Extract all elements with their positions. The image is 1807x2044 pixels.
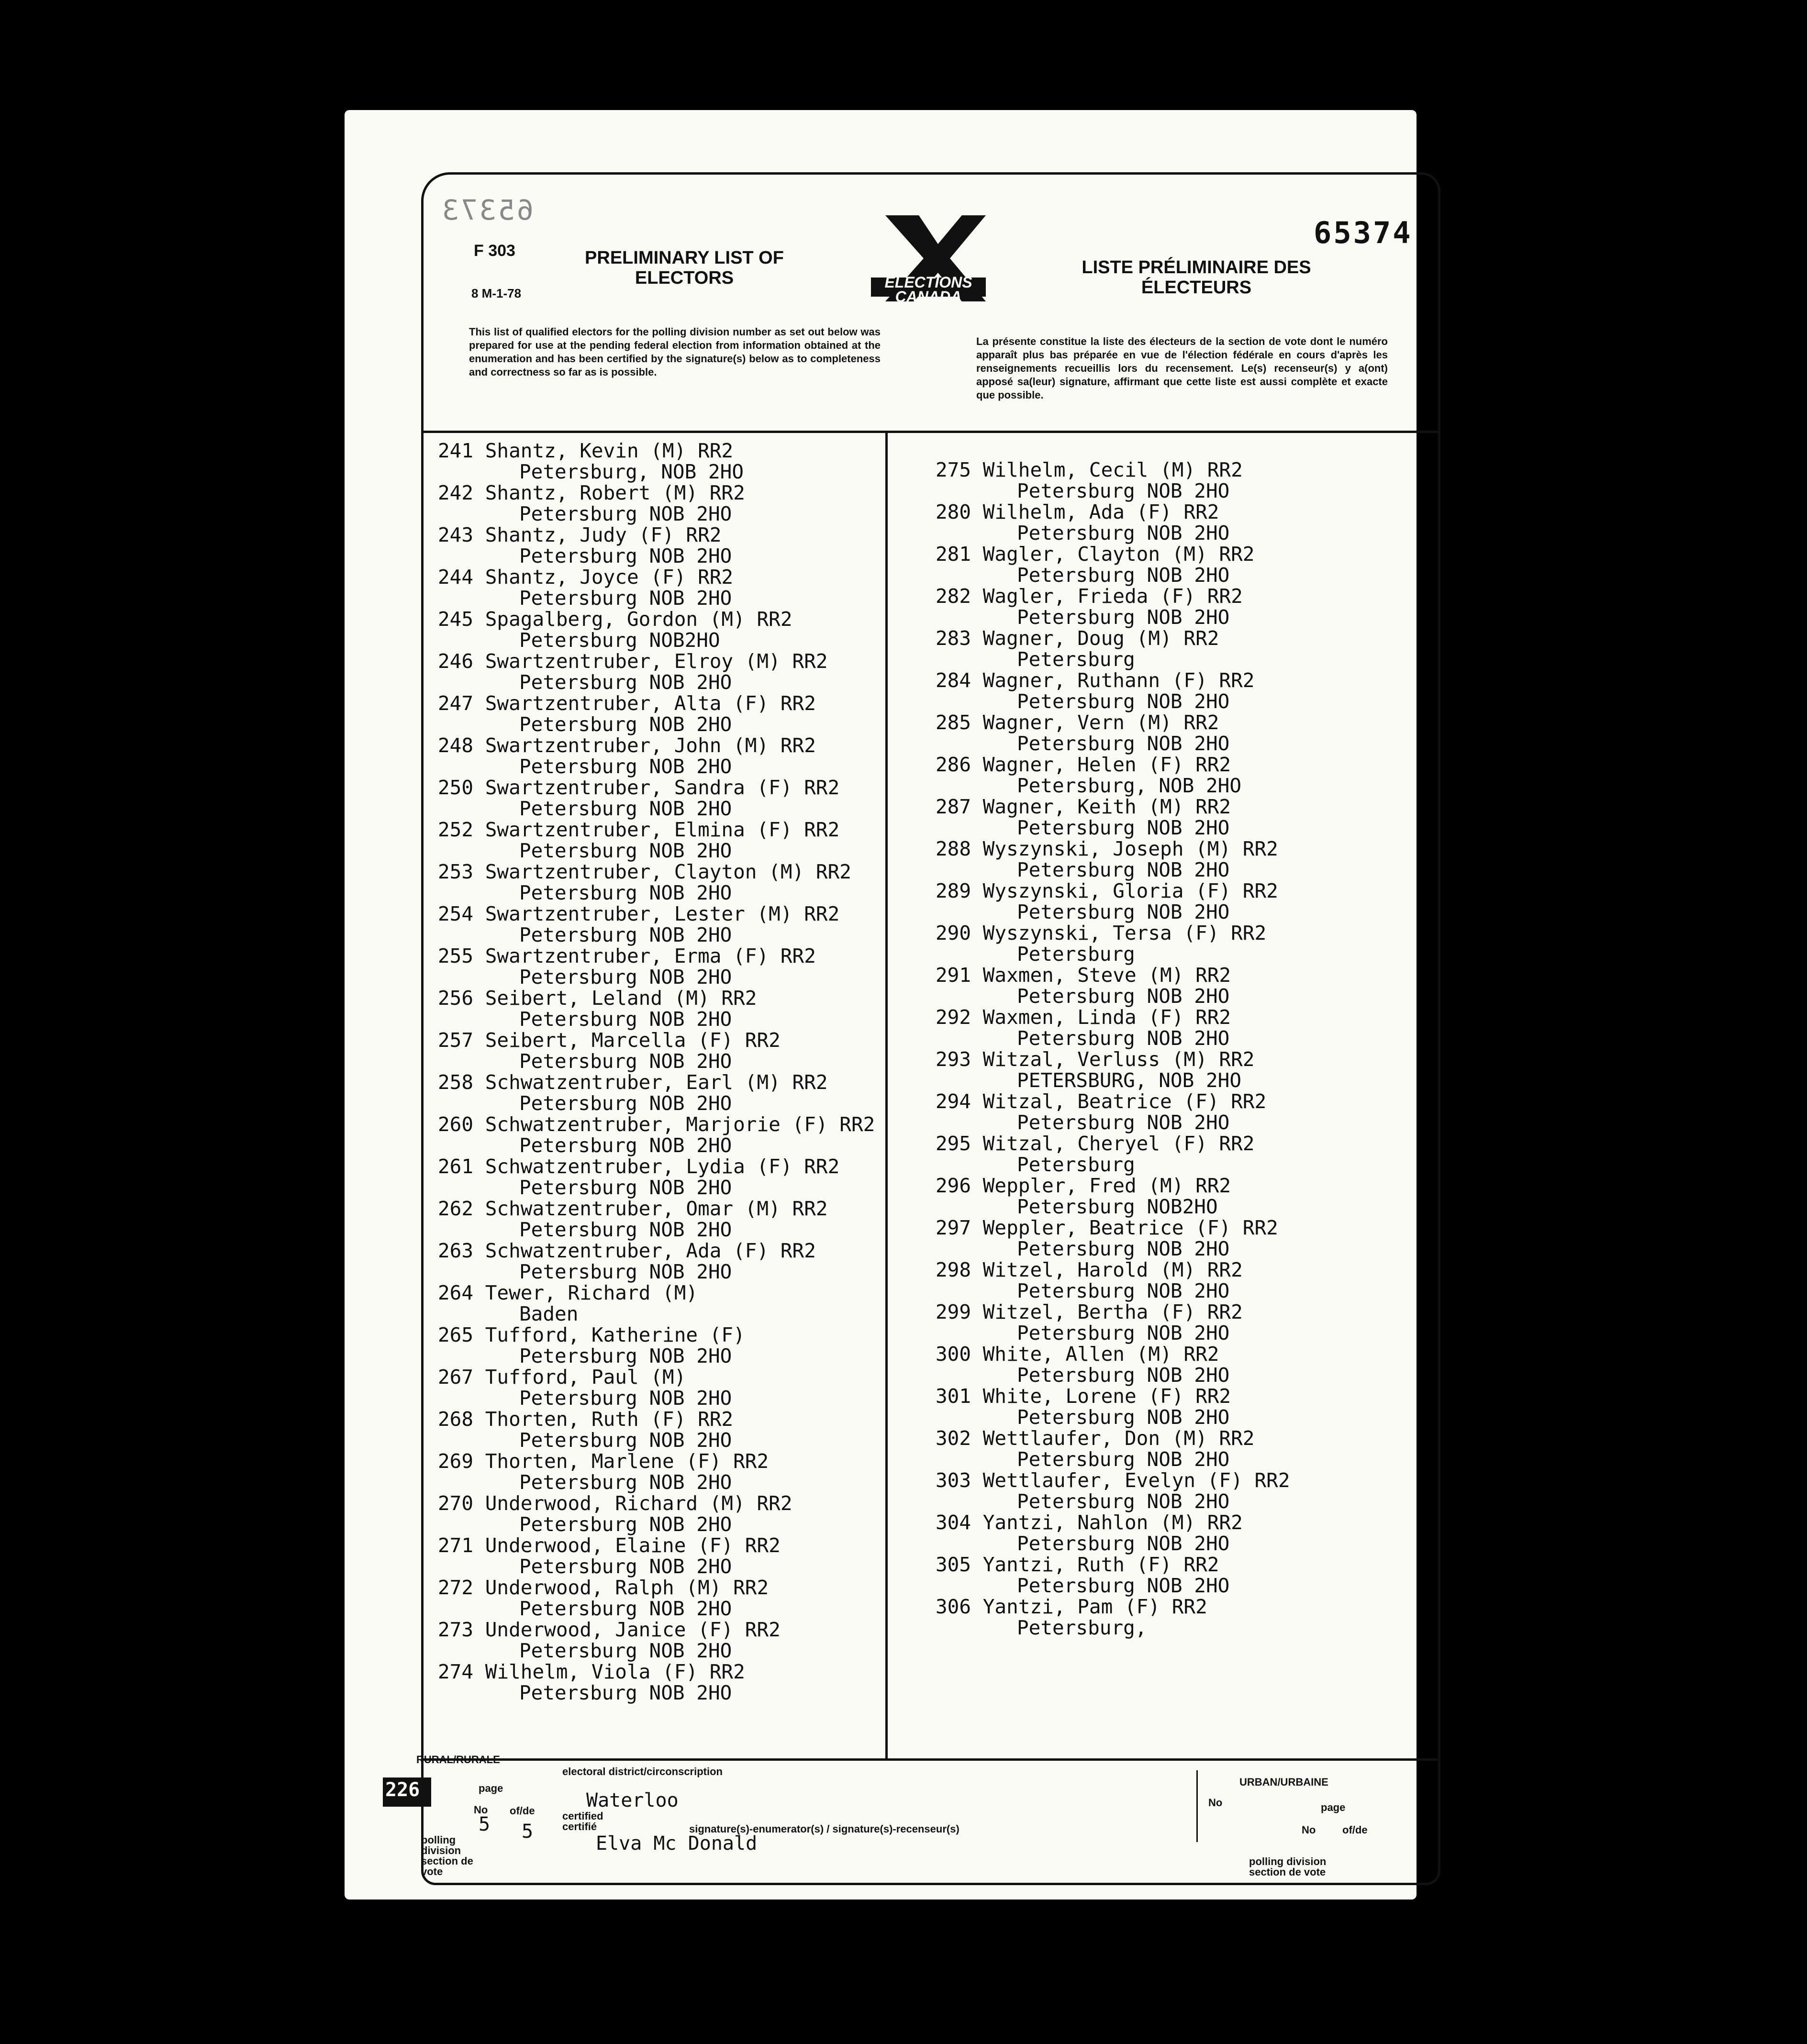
- elector-number: 296: [936, 1174, 971, 1197]
- elector-number: 299: [936, 1300, 971, 1323]
- elector-name: Swartzentruber, Erma (F) RR2: [485, 944, 816, 967]
- elector-address: Petersburg NOB2HO: [519, 629, 720, 652]
- elector-address: Petersburg NOB 2HO: [1017, 985, 1230, 1008]
- elector-address: Petersburg NOB 2HO: [1017, 858, 1230, 881]
- elector-number: 281: [936, 543, 971, 566]
- rural-label: RURAL/RURALE: [416, 1754, 500, 1766]
- elector-number: 293: [936, 1048, 971, 1071]
- elector-number: 265: [438, 1323, 474, 1346]
- elector-number: 275: [936, 458, 971, 481]
- elector-number: 253: [438, 860, 474, 883]
- elector-entry: [438, 1409, 878, 1451]
- elector-name: Wettlaufer, Evelyn (F) RR2: [982, 1469, 1290, 1492]
- footer-divider: [424, 1758, 1438, 1761]
- elector-name: Wilhelm, Cecil (M) RR2: [982, 458, 1243, 481]
- elector-name: Weppler, Fred (M) RR2: [982, 1174, 1231, 1197]
- elector-name: Swartzentruber, Lester (M) RR2: [485, 902, 840, 925]
- elector-number: 273: [438, 1618, 474, 1641]
- elector-address: Petersburg NOB 2HO: [519, 1639, 732, 1662]
- elector-entry: [936, 1217, 1414, 1259]
- elector-entry: [438, 1156, 878, 1198]
- elector-name: Yantzi, Nahlon (M) RR2: [982, 1511, 1243, 1534]
- elector-address: Petersburg NOB 2HO: [519, 797, 732, 820]
- elector-name: Underwood, Janice (F) RR2: [485, 1618, 781, 1641]
- elector-number: 284: [936, 669, 971, 692]
- elector-entry: [438, 777, 878, 819]
- elector-entry: [438, 693, 878, 735]
- page-number: 5: [479, 1813, 491, 1835]
- elector-number: 291: [936, 964, 971, 987]
- elector-name: Schwatzentruber, Earl (M) RR2: [485, 1071, 828, 1094]
- elector-address: Petersburg NOB 2HO: [519, 839, 732, 862]
- elector-entry: [438, 903, 878, 945]
- elector-address: Petersburg NOB 2HO: [1017, 1027, 1230, 1050]
- electors-right-column: [936, 459, 1414, 1638]
- elector-address: Petersburg NOB 2HO: [1017, 1574, 1230, 1597]
- elector-address: Petersburg NOB 2HO: [1017, 900, 1230, 923]
- elector-address: Petersburg, NOB 2HO: [1017, 774, 1241, 797]
- elector-entry: [936, 838, 1414, 880]
- elector-address: Petersburg NOB 2HO: [519, 923, 732, 946]
- elector-name: Wilhelm, Viola (F) RR2: [485, 1660, 745, 1683]
- elector-name: Seibert, Leland (M) RR2: [485, 987, 757, 1010]
- elector-name: Tufford, Katherine (F): [485, 1323, 745, 1346]
- elector-entry: [438, 988, 878, 1030]
- elector-name: White, Lorene (F) RR2: [982, 1385, 1231, 1408]
- elector-name: Witzal, Verluss (M) RR2: [982, 1048, 1255, 1071]
- elector-number: 288: [936, 837, 971, 860]
- elector-number: 246: [438, 650, 474, 673]
- elector-number: 243: [438, 523, 474, 546]
- elector-entry: [438, 735, 878, 777]
- elector-number: 248: [438, 734, 474, 757]
- elector-entry: [936, 1091, 1414, 1133]
- elector-number: 283: [936, 627, 971, 650]
- logo-text: ELECTIONS CANADA: [884, 274, 972, 305]
- header-divider: [424, 431, 1438, 433]
- elector-address: Petersburg NOB 2HO: [519, 881, 732, 904]
- elector-number: 257: [438, 1029, 474, 1052]
- elector-address: Petersburg NOB 2HO: [519, 1218, 732, 1241]
- elector-address: Petersburg NOB 2HO: [1017, 732, 1230, 755]
- elector-address: Petersburg: [1017, 943, 1135, 966]
- title-french: LISTE PRÉLIMINAIRE DES ÉLECTEURS: [1082, 257, 1311, 298]
- elector-address: Petersburg NOB 2HO: [519, 1471, 732, 1494]
- elector-entry: [438, 1619, 878, 1661]
- elector-name: Wagner, Vern (M) RR2: [982, 711, 1219, 734]
- elector-name: Wyszynski, Joseph (M) RR2: [982, 837, 1278, 860]
- serial-number: 65374: [1314, 215, 1413, 250]
- elector-name: White, Allen (M) RR2: [982, 1343, 1219, 1366]
- signature-label: signature(s)-enumerator(s) / signature(s)-recenseur(s): [689, 1823, 959, 1835]
- elector-number: 285: [936, 711, 971, 734]
- elector-number: 301: [936, 1385, 971, 1408]
- elector-entry: [936, 1512, 1414, 1554]
- urban-box-left-rule: [1196, 1770, 1198, 1842]
- elector-entry: [438, 1535, 878, 1577]
- elector-name: Seibert, Marcella (F) RR2: [485, 1029, 781, 1052]
- elector-name: Shantz, Robert (M) RR2: [485, 481, 745, 504]
- elector-entry: [936, 1007, 1414, 1049]
- elector-address: PETERSBURG, NOB 2HO: [1017, 1069, 1241, 1092]
- elector-address: Petersburg NOB 2HO: [1017, 606, 1230, 629]
- elector-address: Petersburg NOB 2HO: [519, 713, 732, 736]
- elector-name: Wyszynski, Gloria (F) RR2: [982, 879, 1278, 902]
- elector-number: 244: [438, 566, 474, 589]
- elector-address: Petersburg NOB 2HO: [519, 671, 732, 694]
- polling-division-label: polling division section de vote: [421, 1834, 473, 1877]
- elector-address: Petersburg NOB 2HO: [519, 1134, 732, 1157]
- elector-address: Petersburg NOB 2HO: [519, 1681, 732, 1704]
- elector-address: Petersburg NOB 2HO: [1017, 816, 1230, 839]
- elector-number: 267: [438, 1366, 474, 1389]
- elector-number: 258: [438, 1071, 474, 1094]
- elector-number: 263: [438, 1239, 474, 1262]
- elector-address: Petersburg NOB 2HO: [519, 1176, 732, 1199]
- elector-entry: [936, 1133, 1414, 1175]
- elector-name: Shantz, Joyce (F) RR2: [485, 566, 734, 589]
- division-number: 226: [385, 1779, 420, 1801]
- elector-entry: [936, 1554, 1414, 1596]
- elector-entry: [438, 1030, 878, 1072]
- elector-number: 268: [438, 1408, 474, 1431]
- elector-entry: [936, 796, 1414, 838]
- elector-entry: [936, 922, 1414, 965]
- elector-entry: [438, 440, 878, 482]
- elector-entry: [438, 524, 878, 567]
- elector-address: Petersburg NOB 2HO: [1017, 1448, 1230, 1471]
- elector-address: Petersburg NOB 2HO: [1017, 1279, 1230, 1302]
- elector-entry: [438, 1072, 878, 1114]
- elector-address: Petersburg, NOB 2HO: [519, 460, 744, 483]
- elector-number: 242: [438, 481, 474, 504]
- elector-entry: [438, 861, 878, 903]
- elector-name: Tewer, Richard (M): [485, 1281, 698, 1304]
- elector-entry: [936, 1428, 1414, 1470]
- elector-number: 254: [438, 902, 474, 925]
- elector-address: Petersburg NOB 2HO: [1017, 1364, 1230, 1387]
- elector-entry: [438, 651, 878, 693]
- elector-number: 304: [936, 1511, 971, 1534]
- elector-name: Wagler, Clayton (M) RR2: [982, 543, 1255, 566]
- page-of-label: of/de: [510, 1805, 535, 1817]
- electoral-district: Waterloo: [586, 1789, 679, 1811]
- elector-address: Petersburg NOB 2HO: [519, 966, 732, 989]
- elector-name: Wagler, Frieda (F) RR2: [982, 585, 1243, 608]
- enumerator-signature: Elva Mc Donald: [596, 1833, 758, 1855]
- elector-entry: [936, 712, 1414, 754]
- electors-left-column: [438, 440, 878, 1703]
- elector-number: 295: [936, 1132, 971, 1155]
- elector-address: Petersburg NOB 2HO: [1017, 564, 1230, 587]
- elector-name: Underwood, Richard (M) RR2: [485, 1492, 792, 1515]
- title-english: PRELIMINARY LIST OF ELECTORS: [585, 248, 784, 288]
- elector-number: 287: [936, 795, 971, 818]
- elector-name: Witzel, Bertha (F) RR2: [982, 1300, 1243, 1323]
- elector-name: Underwood, Elaine (F) RR2: [485, 1534, 781, 1557]
- elector-name: Schwatzentruber, Marjorie (F) RR2: [485, 1113, 875, 1136]
- elector-entry: [936, 1386, 1414, 1428]
- elector-number: 252: [438, 818, 474, 841]
- elector-address: Petersburg,: [1017, 1616, 1147, 1639]
- elector-address: Petersburg NOB 2HO: [519, 1008, 732, 1031]
- elector-address: Petersburg NOB2HO: [1017, 1195, 1218, 1218]
- elector-entry: [438, 1114, 878, 1156]
- elector-name: Schwatzentruber, Ada (F) RR2: [485, 1239, 816, 1262]
- elector-number: 262: [438, 1197, 474, 1220]
- elector-name: Swartzentruber, Elroy (M) RR2: [485, 650, 828, 673]
- elector-address: Petersburg NOB 2HO: [519, 1260, 732, 1283]
- elector-number: 270: [438, 1492, 474, 1515]
- elector-name: Wagner, Doug (M) RR2: [982, 627, 1219, 650]
- elector-entry: [936, 1049, 1414, 1091]
- elector-entry: [438, 945, 878, 988]
- elector-number: 241: [438, 439, 474, 462]
- urban-page-no-label: No: [1302, 1824, 1316, 1836]
- intro-text-english: This list of qualified electors for the polling division number as set out below was prepared for use at the pending federal election from information obtained at the enumeration and has been certified by the signature(s) below as to completeness and correctness so far as is possible.: [469, 326, 881, 378]
- elector-address: Petersburg NOB 2HO: [1017, 479, 1230, 502]
- page-total: 5: [522, 1821, 534, 1843]
- elector-entry: [936, 1344, 1414, 1386]
- elector-number: 274: [438, 1660, 474, 1683]
- elector-number: 297: [936, 1216, 971, 1239]
- elector-name: Witzel, Harold (M) RR2: [982, 1258, 1243, 1281]
- elector-number: 292: [936, 1006, 971, 1029]
- elector-number: 306: [936, 1595, 971, 1618]
- elector-entry: [438, 1493, 878, 1535]
- elector-entry: [438, 1661, 878, 1703]
- elector-entry: [438, 1324, 878, 1366]
- elector-address: Petersburg NOB 2HO: [1017, 1322, 1230, 1344]
- elector-entry: [936, 754, 1414, 796]
- elector-name: Wagner, Keith (M) RR2: [982, 795, 1231, 818]
- elector-entry: [936, 501, 1414, 544]
- elector-number: 269: [438, 1450, 474, 1473]
- elector-entry: [936, 628, 1414, 670]
- elector-entry: [438, 1198, 878, 1240]
- intro-text-french: La présente constitue la liste des électeurs de la section de vote dont le numéro apparaît plus bas préparée en vue de l'élection fédérale en cours d'après les renseignements recueillis lors du recensement. Le(s) recenseur(s) y a(ont) apposé sa(leur) signature, affirmant que cette liste est aussi complète et exacte que possible.: [976, 335, 1388, 401]
- elector-name: Spagalberg, Gordon (M) RR2: [485, 608, 792, 631]
- form-date: 8 M-1-78: [471, 286, 522, 300]
- elector-entry: [936, 1596, 1414, 1638]
- elector-address: Petersburg NOB 2HO: [519, 1092, 732, 1115]
- elector-address: Baden: [519, 1302, 579, 1325]
- elector-number: 255: [438, 944, 474, 967]
- elector-name: Wettlaufer, Don (M) RR2: [982, 1427, 1255, 1450]
- district-label: electoral district/circonscription: [562, 1766, 723, 1777]
- elector-address: Petersburg NOB 2HO: [1017, 1490, 1230, 1513]
- elector-number: 294: [936, 1090, 971, 1113]
- elector-name: Witzal, Beatrice (F) RR2: [982, 1090, 1267, 1113]
- elector-address: Petersburg NOB 2HO: [1017, 522, 1230, 544]
- elector-name: Shantz, Kevin (M) RR2: [485, 439, 734, 462]
- elector-entry: [438, 1282, 878, 1324]
- elector-number: 261: [438, 1155, 474, 1178]
- elector-name: Shantz, Judy (F) RR2: [485, 523, 722, 546]
- elector-name: Yantzi, Ruth (F) RR2: [982, 1553, 1219, 1576]
- elector-name: Thorten, Ruth (F) RR2: [485, 1408, 734, 1431]
- elector-name: Wyszynski, Tersa (F) RR2: [982, 922, 1267, 944]
- elector-number: 305: [936, 1553, 971, 1576]
- elector-number: 282: [936, 585, 971, 608]
- elector-number: 303: [936, 1469, 971, 1492]
- elector-address: Petersburg NOB 2HO: [519, 502, 732, 525]
- elector-name: Wagner, Helen (F) RR2: [982, 753, 1231, 776]
- elector-entry: [936, 1175, 1414, 1217]
- elector-number: 245: [438, 608, 474, 631]
- elector-number: 286: [936, 753, 971, 776]
- elector-number: 264: [438, 1281, 474, 1304]
- elector-entry: [936, 1301, 1414, 1344]
- elector-entry: [438, 1240, 878, 1282]
- form-number: F 303: [474, 242, 515, 260]
- elector-entry: [438, 609, 878, 651]
- urban-of-label: of/de: [1342, 1824, 1368, 1836]
- urban-no-label: No: [1208, 1797, 1223, 1809]
- elector-name: Weppler, Beatrice (F) RR2: [982, 1216, 1278, 1239]
- elector-address: Petersburg NOB 2HO: [1017, 1532, 1230, 1555]
- elector-address: Petersburg NOB 2HO: [519, 1555, 732, 1578]
- elector-name: Wilhelm, Ada (F) RR2: [982, 500, 1219, 523]
- elector-address: Petersburg: [1017, 648, 1135, 671]
- column-divider: [885, 433, 888, 1758]
- elector-address: Petersburg NOB 2HO: [1017, 1406, 1230, 1429]
- elector-address: Petersburg NOB 2HO: [1017, 1237, 1230, 1260]
- elector-name: Swartzentruber, Alta (F) RR2: [485, 692, 816, 715]
- elector-entry: [438, 1577, 878, 1619]
- urban-page-label: page: [1321, 1801, 1346, 1813]
- elector-address: Petersburg NOB 2HO: [519, 1513, 732, 1536]
- elector-entry: [936, 1259, 1414, 1301]
- elector-name: Swartzentruber, Elmina (F) RR2: [485, 818, 840, 841]
- elector-entry: [936, 965, 1414, 1007]
- elector-number: 250: [438, 776, 474, 799]
- page-label: page: [479, 1782, 503, 1794]
- elector-address: Petersburg NOB 2HO: [1017, 690, 1230, 713]
- elector-address: Petersburg NOB 2HO: [519, 544, 732, 567]
- elector-address: Petersburg NOB 2HO: [519, 1429, 732, 1452]
- elector-address: Petersburg NOB 2HO: [1017, 1111, 1230, 1134]
- elector-entry: [438, 567, 878, 609]
- elector-entry: [936, 670, 1414, 712]
- elector-entry: [936, 880, 1414, 922]
- elector-name: Yantzi, Pam (F) RR2: [982, 1595, 1207, 1618]
- elector-name: Schwatzentruber, Omar (M) RR2: [485, 1197, 828, 1220]
- elector-name: Wagner, Ruthann (F) RR2: [982, 669, 1255, 692]
- elector-name: Witzal, Cheryel (F) RR2: [982, 1132, 1255, 1155]
- elector-name: Swartzentruber, Clayton (M) RR2: [485, 860, 851, 883]
- elector-entry: [936, 544, 1414, 586]
- elector-name: Thorten, Marlene (F) RR2: [485, 1450, 769, 1473]
- elector-name: Waxmen, Linda (F) RR2: [982, 1006, 1231, 1029]
- elector-name: Tufford, Paul (M): [485, 1366, 686, 1389]
- elector-address: Petersburg: [1017, 1153, 1135, 1176]
- elector-number: 247: [438, 692, 474, 715]
- page-no-label: No: [474, 1804, 488, 1816]
- urban-label: URBAN/URBAINE: [1239, 1776, 1328, 1788]
- elector-number: 256: [438, 987, 474, 1010]
- elector-name: Swartzentruber, John (M) RR2: [485, 734, 816, 757]
- elector-address: Petersburg NOB 2HO: [519, 587, 732, 610]
- elector-number: 289: [936, 879, 971, 902]
- elector-number: 302: [936, 1427, 971, 1450]
- elector-entry: [936, 459, 1414, 501]
- elector-entry: [438, 1451, 878, 1493]
- elector-number: 280: [936, 500, 971, 523]
- urban-polling-division-label: polling division section de vote: [1249, 1855, 1327, 1878]
- elector-entry: [936, 586, 1414, 628]
- elector-number: 300: [936, 1343, 971, 1366]
- certified-label: certified certifié: [562, 1810, 603, 1833]
- elector-number: 298: [936, 1258, 971, 1281]
- elector-address: Petersburg NOB 2HO: [519, 1050, 732, 1073]
- elector-address: Petersburg NOB 2HO: [519, 1597, 732, 1620]
- elector-name: Schwatzentruber, Lydia (F) RR2: [485, 1155, 840, 1178]
- elector-address: Petersburg NOB 2HO: [519, 755, 732, 778]
- elector-name: Swartzentruber, Sandra (F) RR2: [485, 776, 840, 799]
- elector-entry: [438, 819, 878, 861]
- elector-entry: [936, 1470, 1414, 1512]
- elector-name: Underwood, Ralph (M) RR2: [485, 1576, 769, 1599]
- elector-address: Petersburg NOB 2HO: [519, 1344, 732, 1367]
- elector-number: 260: [438, 1113, 474, 1136]
- elector-entry: [438, 482, 878, 524]
- mirrored-serial-number: 65373: [440, 194, 534, 226]
- elector-number: 272: [438, 1576, 474, 1599]
- elector-number: 271: [438, 1534, 474, 1557]
- elector-number: 290: [936, 922, 971, 944]
- elector-address: Petersburg NOB 2HO: [519, 1387, 732, 1410]
- elector-entry: [438, 1366, 878, 1409]
- elector-name: Waxmen, Steve (M) RR2: [982, 964, 1231, 987]
